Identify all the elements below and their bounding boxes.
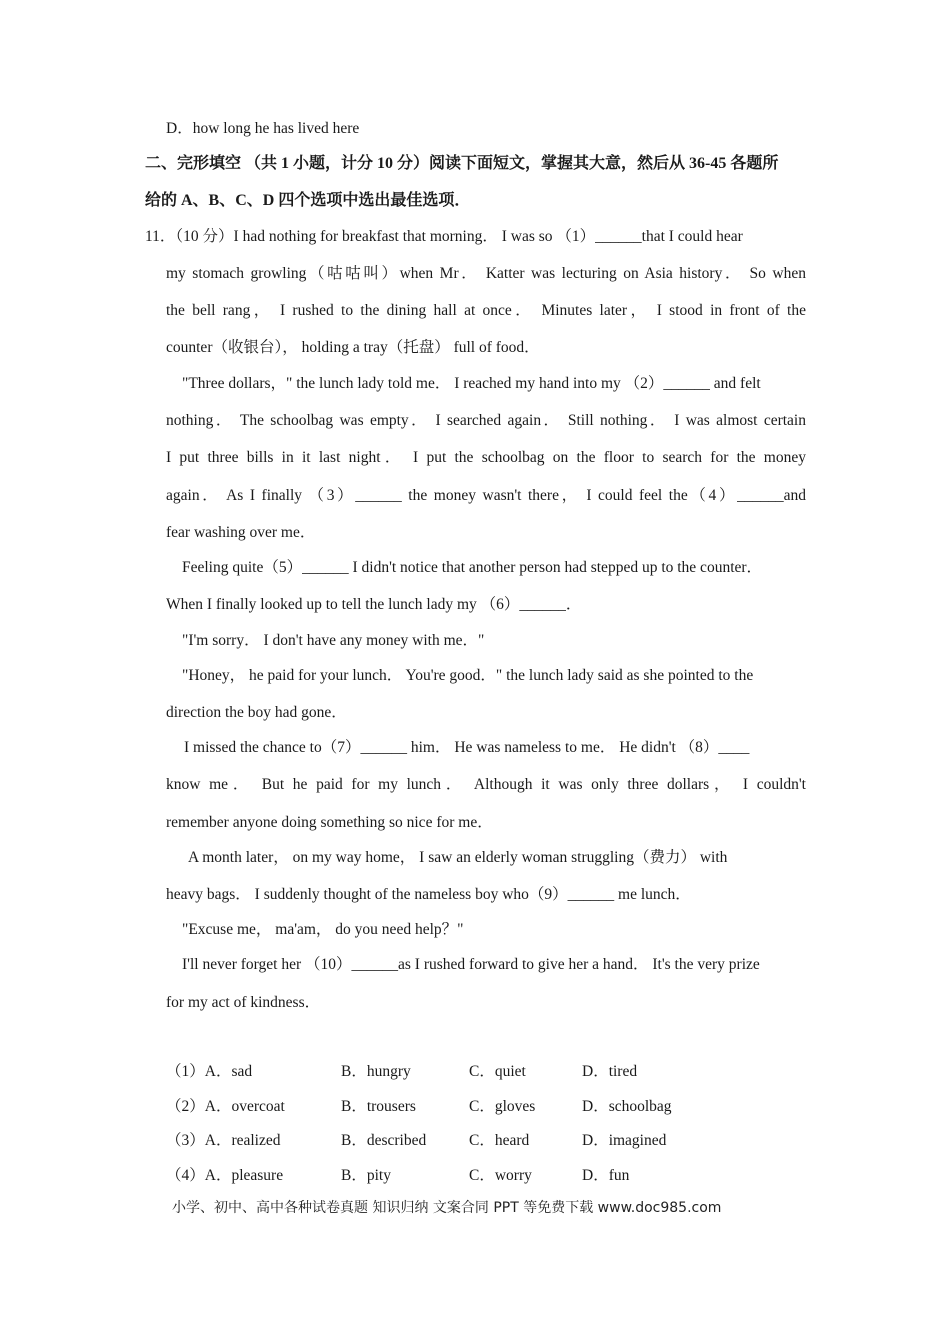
- option-a: （2）A．overcoat: [166, 1098, 285, 1115]
- passage-line: know me． But he paid for my lunch． Although it was only three dollars， I couldn't: [166, 776, 806, 793]
- option-d: D．tired: [582, 1063, 638, 1080]
- option-b: B．pity: [341, 1167, 391, 1184]
- option-b: B．hungry: [341, 1063, 411, 1080]
- passage-line: 11．（10 分）I had nothing for breakfast that morning． I was so （1）______that I could hear: [145, 228, 743, 245]
- passage-line: "Excuse me， ma'am， do you need help？": [182, 921, 464, 938]
- option-d: D．imagined: [582, 1132, 667, 1149]
- passage-line: for my act of kindness．: [166, 994, 321, 1011]
- option-d: D．schoolbag: [582, 1098, 672, 1115]
- passage-line: "Three dollars，" the lunch lady told me． I reached my hand into my （2）______ and felt: [182, 375, 761, 392]
- option-b: B．trousers: [341, 1098, 416, 1115]
- passage-line: fear washing over me．: [166, 524, 316, 541]
- passage-line: "I'm sorry． I don't have any money with me．": [182, 632, 485, 649]
- option-c: C．worry: [469, 1167, 532, 1184]
- section-heading-line-2: 给的 A、B、C、D 四个选项中选出最佳选项．: [145, 192, 471, 209]
- section-heading-line-1: 二、完形填空 （共 1 小题，计分 10 分）阅读下面短文，掌握其大意，然后从 36-45 各题所: [145, 155, 779, 172]
- passage-line: Feeling quite（5）______ I didn't notice that another person had stepped up to the counter．: [182, 559, 763, 576]
- passage-line: direction the boy had gone．: [166, 704, 347, 721]
- passage-line: nothing． The schoolbag was empty． I searched again． Still nothing． I was almost certain: [166, 412, 806, 429]
- option-a: （3）A．realized: [166, 1132, 281, 1149]
- option-d: D．fun: [582, 1167, 630, 1184]
- passage-line: counter（收银台）， holding a tray（托盘） full of food．: [166, 339, 540, 356]
- option-c: C．quiet: [469, 1063, 526, 1080]
- passage-line: I put three bills in it last night． I put the schoolbag on the floor to search for the money: [166, 449, 806, 466]
- option-a: （1）A．sad: [166, 1063, 253, 1080]
- option-b: B．described: [341, 1132, 427, 1149]
- passage-line: I missed the chance to（7）______ him． He was nameless to me． He didn't （8）____: [184, 739, 750, 756]
- passage-line: again． As I finally （3）______ the money wasn't there， I could feel the（4）______and: [166, 487, 806, 504]
- passage-line: "Honey， he paid for your lunch． You're good．" the lunch lady said as she pointed to the: [182, 667, 754, 684]
- previous-option-d: D．how long he has lived here: [166, 120, 360, 137]
- passage-line: When I finally looked up to tell the lunch lady my （6）______．: [166, 596, 582, 613]
- option-c: C．heard: [469, 1132, 530, 1149]
- option-c: C．gloves: [469, 1098, 536, 1115]
- passage-line: the bell rang， I rushed to the dining hall at once． Minutes later， I stood in front of the: [166, 302, 806, 319]
- passage-line: A month later， on my way home， I saw an elderly woman struggling（费力） with: [188, 849, 728, 866]
- passage-line: I'll never forget her （10）______as I rushed forward to give her a hand． It's the very prize: [182, 956, 760, 973]
- passage-line: remember anyone doing something so nice for me．: [166, 814, 493, 831]
- option-a: （4）A．pleasure: [166, 1167, 284, 1184]
- passage-line: my stomach growling（咕咕叫）when Mr． Katter was lecturing on Asia history． So when: [166, 265, 806, 282]
- footer-watermark: 小学、初中、高中各种试卷真题 知识归纳 文案合同 PPT 等免费下载 www.doc985.com: [172, 1200, 722, 1216]
- passage-line: heavy bags． I suddenly thought of the nameless boy who（9）______ me lunch．: [166, 886, 691, 903]
